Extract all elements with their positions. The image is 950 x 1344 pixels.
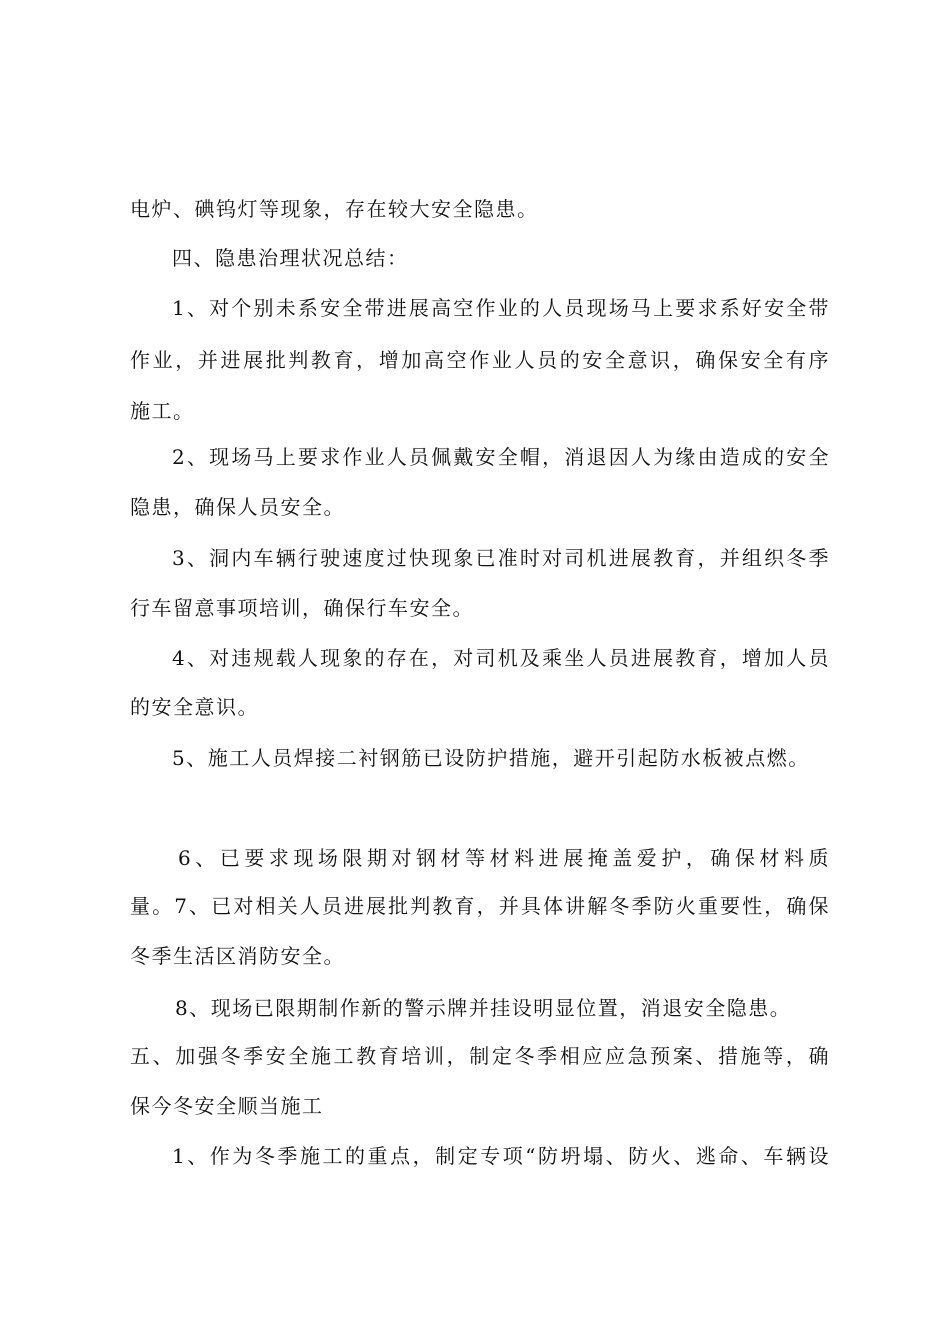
text-line: 隐患，确保人员安全。 [130,495,345,519]
section-heading: 保今冬安全顺当施工 [130,1094,324,1118]
text-line: 1、对个别未系安全带进展高空作业的人员现场马上要求系好安全带 [172,296,830,320]
text-line: 2、现场马上要求作业人员佩戴安全帽，消退因人为缘由造成的安全 [172,445,830,469]
text-line: 施工。 [130,399,195,423]
text-line: 3、洞内车辆行驶速度过快现象已准时对司机进展教育，并组织冬季 [172,546,830,570]
section-heading: 四、隐患治理状况总结： [172,246,409,270]
text-line: 电炉、碘钨灯等现象，存在较大安全隐患。 [130,197,539,221]
text-line: 1、作为冬季施工的重点，制定专项“防坍塌、防火、逃命、车辆设 [172,1144,830,1168]
text-line: 行车留意事项培训，确保行车安全。 [130,596,474,620]
text-line: 冬季生活区消防安全。 [130,944,345,968]
section-heading: 五、加强冬季安全施工教育培训，制定冬季相应应急预案、措施等，确 [130,1044,830,1068]
text-line: 量。7、已对相关人员进展批判教育，并具体讲解冬季防火重要性，确保 [130,894,830,918]
text-line: 4、对违规载人现象的存在，对司机及乘坐人员进展教育，增加人员 [172,646,830,670]
text-line: 6、已要求现场限期对钢材等材料进展掩盖爱护，确保材料质 [178,846,830,870]
text-line: 的安全意识。 [130,695,259,719]
text-line: 8、现场已限期制作新的警示牌并挂设明显位置，消退安全隐患。 [175,996,792,1020]
text-line: 5、施工人员焊接二衬钢筋已设防护措施，避开引起防水板被点燃。 [172,746,810,770]
text-line: 作业，并进展批判教育，增加高空作业人员的安全意识，确保安全有序 [130,348,830,372]
